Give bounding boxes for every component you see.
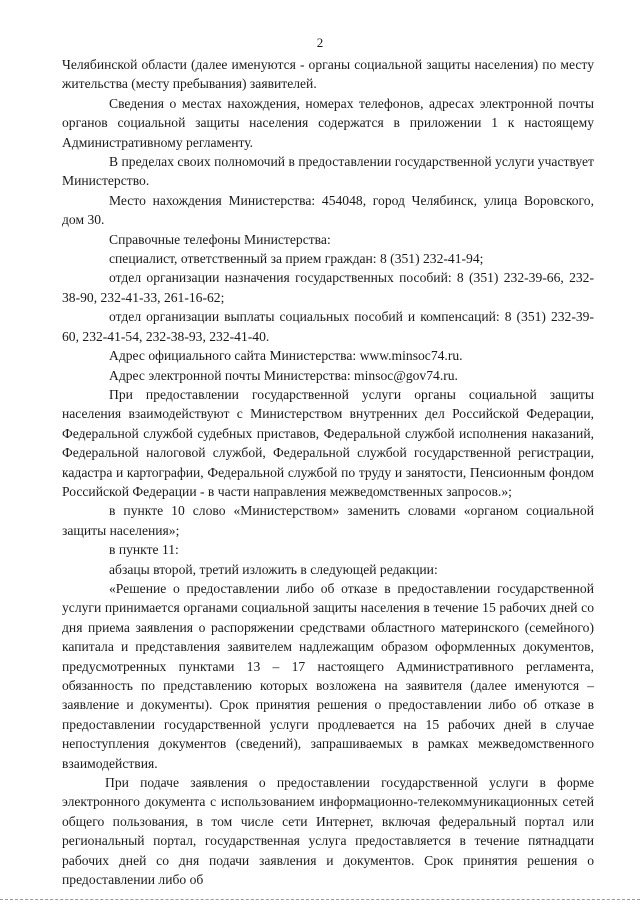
paragraph-phones-heading: Справочные телефоны Министерства: xyxy=(109,231,331,247)
paragraph-website: Адрес официального сайта Министерства: www.minsoc74.ru. xyxy=(109,348,463,364)
paragraph-interaction: При предоставлении государственной услуги органы социальной защиты населения взаимодействуют с Министерством внутренних дел Российской Федерации, Федеральной службой судебных приставов, Федеральной службой исполнения наказаний, Федеральной налоговой службой, Федеральной службой государственной регистрации, кадастра и картографии, Федеральной службой по труду и занятости, Пенсионным фондом Российской Федерации - в части направления межведомственных запросов.»; xyxy=(62,386,594,499)
paragraph-new-wording: абзацы второй, третий изложить в следующей редакции: xyxy=(109,561,438,577)
paragraph-ministry-role: В пределах своих полномочий в предоставлении государственной услуги участвует Министерство. xyxy=(62,154,594,189)
scan-bottom-edge xyxy=(0,899,640,900)
paragraph-amendment-11: в пункте 11: xyxy=(109,542,179,558)
document-body xyxy=(62,55,594,889)
page-number: 2 xyxy=(316,35,324,50)
paragraph-continuation: Челябинской области (далее именуются - органы социальной защиты населения) по месту жительства (месту пребывания) заявителей. xyxy=(62,57,594,92)
paragraph-decision-term: «Решение о предоставлении либо об отказе в предоставлении государственной услуги принимается органами социальной защиты населения в течение 15 рабочих дней со дня приема заявления о распоряжении средствами областного материнского (семейного) капитала и представления заявителем надлежащим образом оформленных документов, предусмотренных пунктами 13 – 17 настоящего Административного регламента, обязанность по представлению которых возложена на заявителя (далее именуются – заявление и документы). Срок принятия решения о предоставлении либо об отказе в предоставлении государственной услуги продлевается на 15 рабочих дней в случае непоступления документов (сведений), запрашиваемых в рамках межведомственного взаимодействия. xyxy=(62,580,594,771)
paragraph-phone-benefits-assignment: отдел организации назначения государственных пособий: 8 (351) 232-39-66, 232-38-90, 232-41-33, 261-16-62; xyxy=(62,270,594,305)
paragraph-amendment-10: в пункте 10 слово «Министерством» заменить словами «органом социальной защиты населения»; xyxy=(62,503,594,538)
paragraph-ministry-address: Место нахождения Министерства: 454048, город Челябинск, улица Воровского, дом 30. xyxy=(62,192,594,228)
paragraph-electronic-submission: При подаче заявления о предоставлении государственной услуги в форме электронного документа с использованием информационно-телекоммуникационных сетей общего пользования, в том числе сети Интернет, включая федеральный портал или региональный портал, государственная услуга предоставляется в течение пятнадцати рабочих дней со дня подачи заявления и документов. Срок принятия решения о предоставлении либо об xyxy=(62,775,594,888)
paragraph-phone-benefits-payment: отдел организации выплаты социальных пособий и компенсаций: 8 (351) 232-39-60, 232-41-54, 232-38-93, 232-41-40. xyxy=(62,309,594,344)
paragraph-phone-reception: специалист, ответственный за прием граждан: 8 (351) 232-41-94; xyxy=(109,251,484,267)
paragraph-email: Адрес электронной почты Министерства: minsoc@gov74.ru. xyxy=(109,367,458,383)
paragraph-contacts-info: Сведения о местах нахождения, номерах телефонов, адресах электронной почты органов социальной защиты населения содержатся в приложении 1 к настоящему Административному регламенту. xyxy=(62,95,594,150)
